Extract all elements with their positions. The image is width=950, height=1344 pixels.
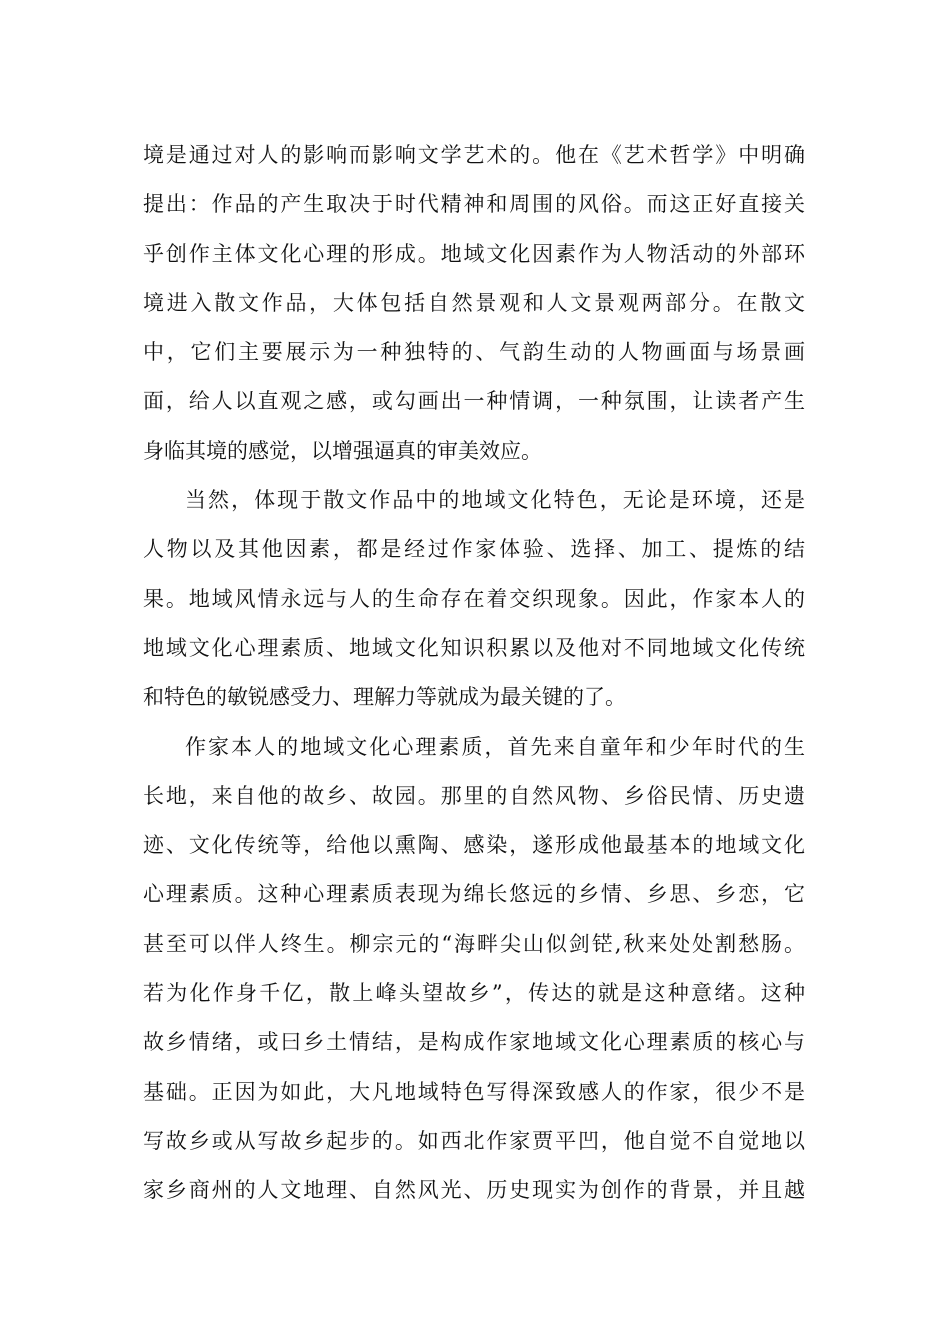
text-line: 心理素质。这种心理素质表现为绵长悠远的乡情、乡思、乡恋，它 [143, 882, 805, 907]
text-line: 面，给人以直观之感，或勾画出一种情调，一种氛围，让读者产生 [143, 389, 805, 414]
text-line: 境进入散文作品，大体包括自然景观和人文景观两部分。在散文 [143, 290, 805, 315]
text-line: 当然，体现于散文作品中的地域文化特色，无论是环境，还是 [185, 488, 805, 513]
paragraph-1 [143, 131, 805, 476]
text-line: 乎创作主体文化心理的形成。地域文化因素作为人物活动的外部环 [143, 241, 805, 266]
paragraph-3 [143, 723, 805, 1216]
text-line: 写故乡或从写故乡起步的。如西北作家贾平凹，他自觉不自觉地以 [143, 1128, 805, 1153]
text-line: 若为化作身千亿，散上峰头望故乡”，传达的就是这种意绪。这种 [143, 981, 805, 1006]
paragraph-2 [143, 476, 805, 722]
body-text [143, 131, 805, 1216]
text-line: 基础。正因为如此，大凡地域特色写得深致感人的作家，很少不是 [143, 1079, 805, 1104]
text-line: 果。地域风情永远与人的生命存在着交织现象。因此，作家本人的 [143, 586, 805, 611]
text-line: 甚至可以伴人终生。柳宗元的“海畔尖山似剑铓,秋来处处割愁肠。 [143, 931, 805, 956]
text-line: 和特色的敏锐感受力、理解力等就成为最关键的了。 [143, 685, 626, 710]
text-line: 作家本人的地域文化心理素质，首先来自童年和少年时代的生 [185, 734, 805, 759]
text-line: 境是通过对人的影响而影响文学艺术的。他在《艺术哲学》中明确 [143, 143, 805, 167]
text-line: 人物以及其他因素，都是经过作家体验、选择、加工、提炼的结 [143, 537, 805, 562]
text-line: 中，它们主要展示为一种独特的、气韵生动的人物画面与场景画 [143, 340, 805, 365]
text-line: 身临其境的感觉，以增强逼真的审美效应。 [143, 438, 542, 463]
text-line: 迹、文化传统等，给他以熏陶、感染，遂形成他最基本的地域文化 [143, 833, 805, 858]
text-line: 长地，来自他的故乡、故园。那里的自然风物、乡俗民情、历史遗 [143, 783, 805, 808]
text-line: 家乡商州的人文地理、自然风光、历史现实为创作的背景，并且越 [143, 1178, 805, 1203]
text-line: 故乡情绪，或曰乡土情结，是构成作家地域文化心理素质的核心与 [143, 1030, 805, 1055]
text-line: 地域文化心理素质、地域文化知识积累以及他对不同地域文化传统 [143, 635, 805, 660]
text-line: 提出：作品的产生取决于时代精神和周围的风俗。而这正好直接关 [143, 192, 805, 217]
